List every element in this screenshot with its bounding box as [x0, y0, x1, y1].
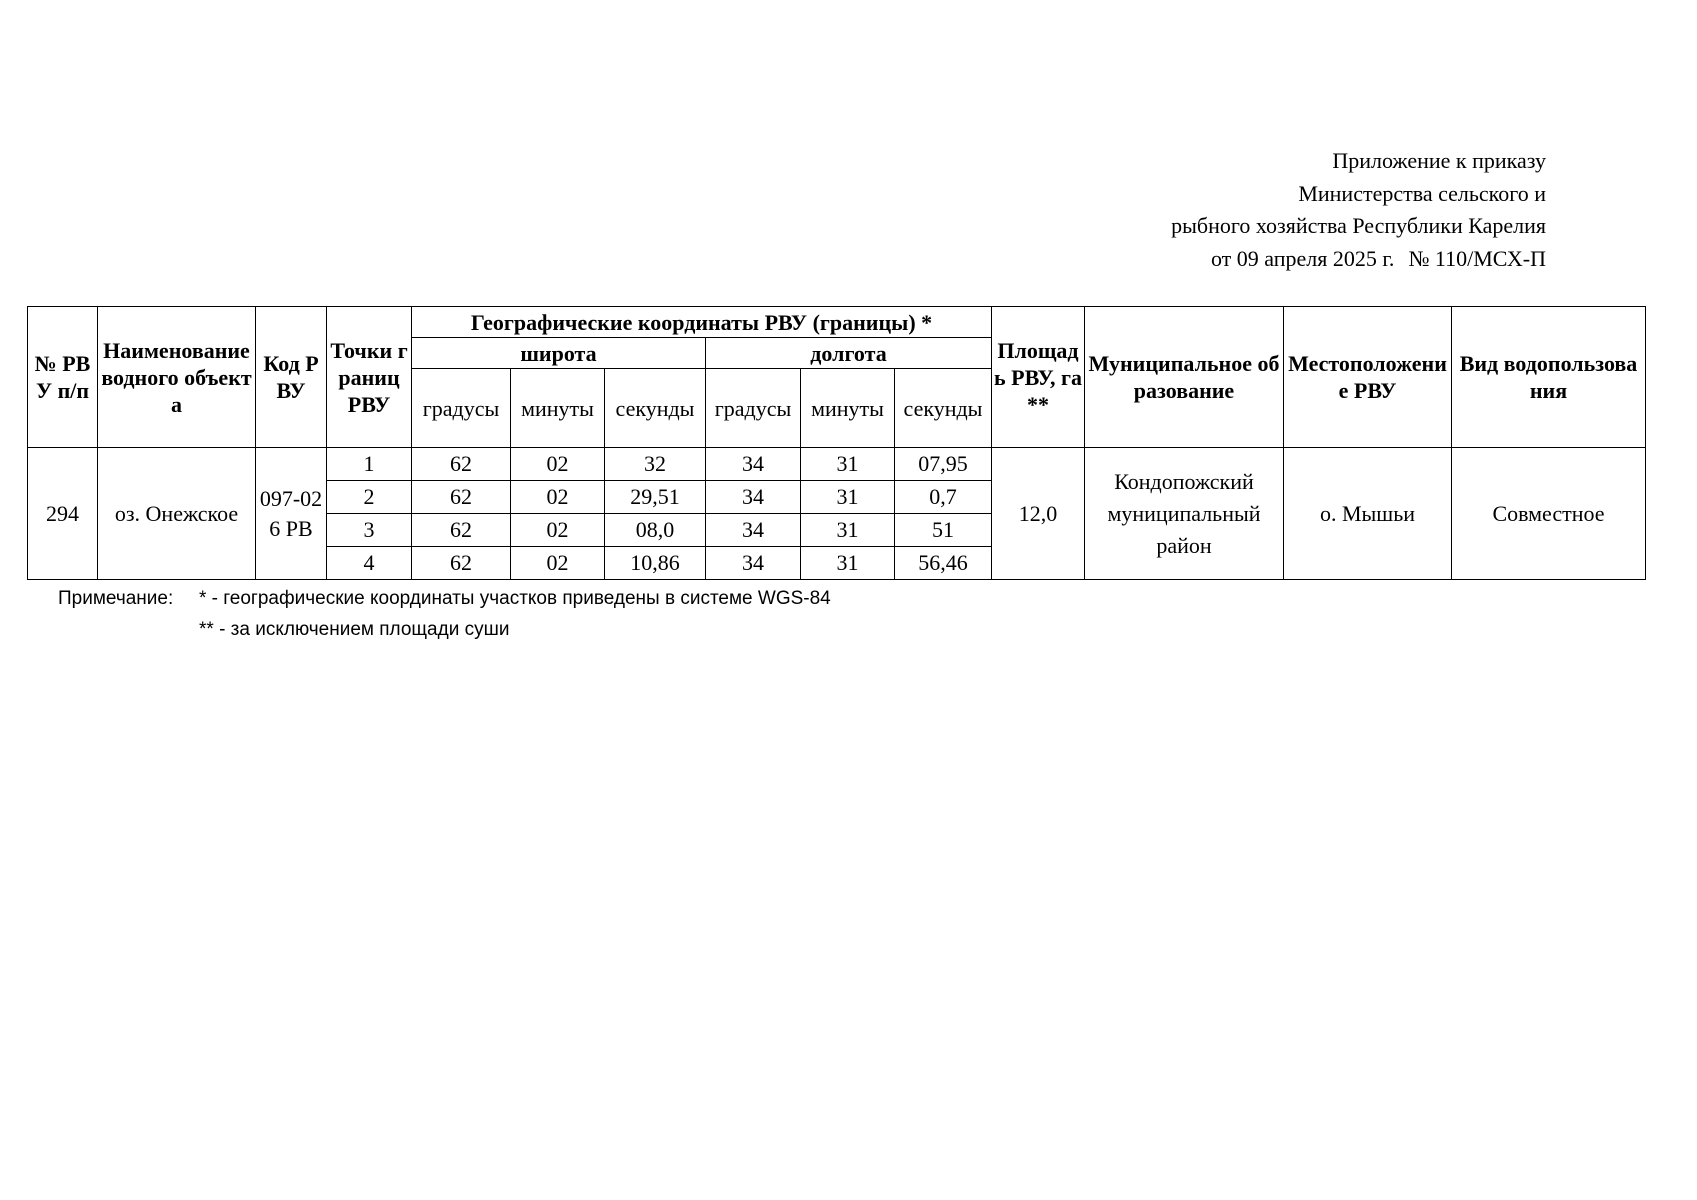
table-row	[28, 448, 1646, 481]
notes	[58, 583, 831, 645]
rvu-table	[27, 306, 1646, 580]
note-2: ** - за исключением площади суши	[199, 619, 510, 640]
header-lat: широта	[412, 338, 706, 369]
cell-lon-deg: 34	[706, 481, 801, 514]
header-use-type: Вид водопользования	[1452, 307, 1646, 448]
cell-municipality: Кондопожский муниципальный район	[1085, 448, 1284, 580]
appendix-line-2: Министерства сельского и	[1298, 180, 1546, 206]
cell-lat-deg: 62	[412, 481, 511, 514]
cell-point: 4	[327, 547, 412, 580]
header-geo: Географические координаты РВУ (границы) *	[412, 307, 992, 338]
cell-lon-deg: 34	[706, 448, 801, 481]
header-code: Код РВУ	[256, 307, 327, 448]
header-lat-min: минуты	[511, 369, 605, 448]
cell-lon-min: 31	[801, 481, 895, 514]
cell-lon-min: 31	[801, 514, 895, 547]
cell-lon-sec: 07,95	[895, 448, 992, 481]
cell-lon-deg: 34	[706, 547, 801, 580]
appendix-header	[1171, 145, 1546, 275]
cell-point: 3	[327, 514, 412, 547]
cell-lat-deg: 62	[412, 547, 511, 580]
cell-lat-min: 02	[511, 448, 605, 481]
header-lon-deg: градусы	[706, 369, 801, 448]
header-name: Наименование водного объекта	[98, 307, 256, 448]
header-municipality: Муниципальное образование	[1085, 307, 1284, 448]
order-date: от 09 апреля 2025 г.	[1210, 245, 1395, 271]
cell-lon-sec: 56,46	[895, 547, 992, 580]
note-row-2	[58, 614, 831, 645]
order-number: № 110/МСХ-П	[1408, 245, 1546, 271]
cell-point: 1	[327, 448, 412, 481]
cell-lat-deg: 62	[412, 448, 511, 481]
header-area: Площадь РВУ, га**	[992, 307, 1085, 448]
notes-label: Примечание:	[58, 588, 174, 609]
cell-lat-deg: 62	[412, 514, 511, 547]
cell-num: 294	[28, 448, 98, 580]
appendix-line-3: рыбного хозяйства Республики Карелия	[1171, 213, 1546, 238]
cell-lat-min: 02	[511, 481, 605, 514]
cell-lat-min: 02	[511, 547, 605, 580]
appendix-line-1: Приложение к приказу	[1332, 148, 1546, 173]
header-points: Точки границ РВУ	[327, 307, 412, 448]
header-lat-deg: градусы	[412, 369, 511, 448]
cell-area: 12,0	[992, 448, 1085, 580]
cell-use-type: Совместное	[1452, 448, 1646, 580]
cell-point: 2	[327, 481, 412, 514]
cell-lon-deg: 34	[706, 514, 801, 547]
cell-location: о. Мышьи	[1284, 448, 1452, 580]
cell-lat-sec: 29,51	[605, 481, 706, 514]
header-lat-sec: секунды	[605, 369, 706, 448]
cell-lat-min: 02	[511, 514, 605, 547]
cell-name: оз. Онежское	[98, 448, 256, 580]
cell-lat-sec: 10,86	[605, 547, 706, 580]
cell-lon-min: 31	[801, 547, 895, 580]
header-lon: долгота	[706, 338, 992, 369]
appendix-line-4	[1171, 243, 1546, 276]
header-lon-sec: секунды	[895, 369, 992, 448]
cell-code: 097-026 РВ	[256, 448, 327, 580]
cell-lon-sec: 51	[895, 514, 992, 547]
header-num: № РВУ п/п	[28, 307, 98, 448]
cell-lat-sec: 08,0	[605, 514, 706, 547]
note-row-1	[58, 583, 831, 614]
header-lon-min: минуты	[801, 369, 895, 448]
cell-lon-min: 31	[801, 448, 895, 481]
cell-lat-sec: 32	[605, 448, 706, 481]
note-1: * - географические координаты участков приведены в системе WGS-84	[199, 588, 831, 609]
cell-lon-sec: 0,7	[895, 481, 992, 514]
header-location: Местоположение РВУ	[1284, 307, 1452, 448]
